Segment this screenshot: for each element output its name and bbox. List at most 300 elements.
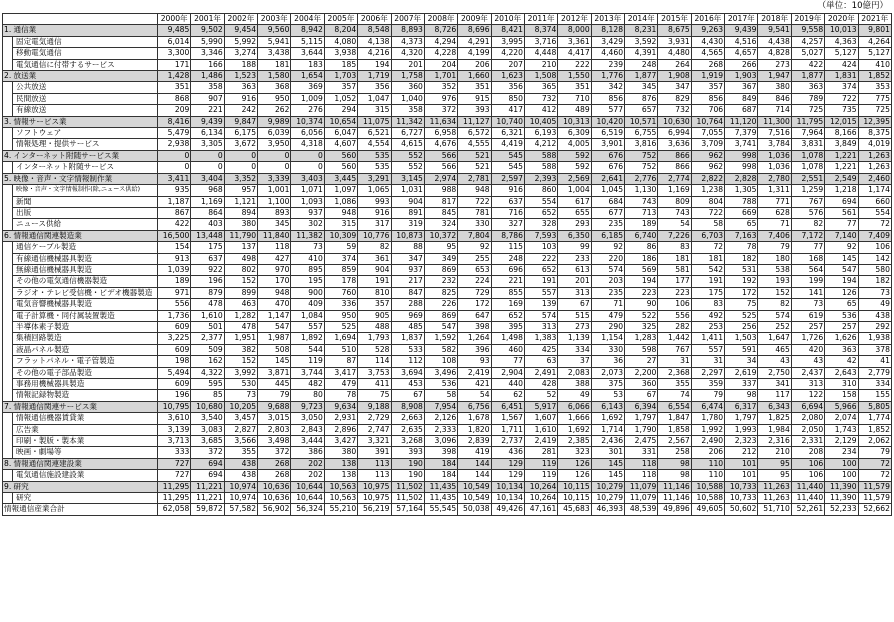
value-cell: 1,892 — [291, 333, 324, 344]
value-cell: 6,755 — [625, 128, 658, 139]
value-cell: 3,050 — [291, 413, 324, 424]
row-label: 情報通信機器賃貸業 — [13, 413, 158, 424]
value-cell: 9,439 — [725, 25, 758, 36]
value-cell: 363 — [224, 82, 257, 93]
value-cell: 72 — [858, 219, 891, 230]
value-cell: 1,036 — [758, 162, 791, 173]
value-cell: 27 — [625, 356, 658, 367]
value-cell: 5,494 — [158, 367, 191, 378]
value-cell: 330 — [458, 219, 491, 230]
row-label: 無線通信機械器具製造 — [13, 264, 158, 275]
value-cell: 386 — [291, 447, 324, 458]
value-cell: 6,554 — [658, 401, 691, 412]
value-cell: 617 — [558, 196, 591, 207]
row-index: 8. — [4, 458, 12, 468]
value-cell: 8,374 — [524, 25, 557, 36]
value-cell: 6,958 — [424, 128, 457, 139]
value-cell: 3,291 — [358, 173, 391, 184]
row-index — [3, 242, 13, 253]
value-cell: 8,786 — [491, 230, 524, 241]
value-cell: 368 — [258, 82, 291, 93]
value-cell: 2,803 — [258, 424, 291, 435]
row-index — [3, 219, 13, 230]
value-cell: 347 — [658, 82, 691, 93]
table-row — [3, 424, 892, 435]
value-cell: 398 — [424, 447, 457, 458]
value-cell: 6,343 — [758, 401, 791, 412]
value-cell: 574 — [758, 310, 791, 321]
value-cell: 1,078 — [791, 150, 824, 161]
value-cell: 92 — [825, 242, 858, 253]
value-cell: 56,324 — [291, 504, 324, 515]
value-cell: 56,902 — [258, 504, 291, 515]
value-cell: 1,654 — [291, 71, 324, 82]
value-cell: 2,460 — [858, 173, 891, 184]
value-cell: 10,588 — [691, 493, 724, 504]
row-label: 移動電気通信 — [13, 48, 158, 59]
value-cell: 4,391 — [625, 48, 658, 59]
value-cell: 829 — [658, 93, 691, 104]
value-cell: 11,079 — [625, 493, 658, 504]
value-cell: 9,188 — [358, 401, 391, 412]
value-cell: 916 — [224, 93, 257, 104]
value-cell: 8,696 — [458, 25, 491, 36]
value-cell: 2,635 — [391, 424, 424, 435]
value-cell: 9,541 — [758, 25, 791, 36]
value-cell: 3,444 — [291, 436, 324, 447]
value-cell: 330 — [591, 344, 624, 355]
row-label: 通信ケーブル製造 — [13, 242, 158, 253]
value-cell: 98 — [658, 458, 691, 469]
value-cell: 6,014 — [158, 36, 191, 47]
value-cell: 177 — [658, 276, 691, 287]
table-row — [3, 219, 892, 230]
value-cell: 1,383 — [524, 333, 557, 344]
value-cell: 6,694 — [791, 401, 824, 412]
table-row — [3, 162, 892, 173]
value-cell: 453 — [391, 379, 424, 390]
value-cell: 860 — [524, 185, 557, 196]
value-cell: 722 — [825, 93, 858, 104]
value-cell: 729 — [458, 287, 491, 298]
value-cell: 771 — [758, 196, 791, 207]
value-cell: 10,013 — [825, 25, 858, 36]
value-cell: 732 — [658, 105, 691, 116]
value-cell: 743 — [625, 196, 658, 207]
value-cell: 9,263 — [691, 25, 724, 36]
value-cell: 6,056 — [291, 128, 324, 139]
value-cell: 3,268 — [391, 436, 424, 447]
value-cell: 2,491 — [524, 367, 557, 378]
value-cell: 175 — [191, 242, 224, 253]
value-cell: 525 — [725, 310, 758, 321]
value-cell: 206 — [691, 447, 724, 458]
value-cell: 438 — [224, 458, 257, 469]
value-cell: 3,498 — [258, 436, 291, 447]
value-cell: 1,610 — [524, 424, 557, 435]
value-cell: 781 — [458, 207, 491, 218]
value-cell: 212 — [725, 447, 758, 458]
value-cell: 273 — [758, 59, 791, 70]
value-cell: 950 — [258, 93, 291, 104]
value-cell: 49,426 — [491, 504, 524, 515]
row-index — [3, 447, 13, 458]
value-cell: 855 — [491, 287, 524, 298]
value-cell: 112 — [391, 356, 424, 367]
value-cell: 16,500 — [158, 230, 191, 241]
value-cell: 2,780 — [758, 173, 791, 184]
value-cell: 11,382 — [291, 230, 324, 241]
value-cell: 8,000 — [558, 25, 591, 36]
value-cell: 345 — [258, 219, 291, 230]
row-index — [3, 413, 13, 424]
value-cell: 1,086 — [324, 196, 357, 207]
value-cell: 676 — [591, 162, 624, 173]
value-cell: 49 — [558, 390, 591, 401]
value-cell: 382 — [224, 344, 257, 355]
value-cell: 3,849 — [825, 139, 858, 150]
value-cell: 10,372 — [424, 230, 457, 241]
value-cell: 113 — [358, 470, 391, 481]
value-cell: 203 — [591, 276, 624, 287]
value-cell: 248 — [625, 59, 658, 70]
value-cell: 1,852 — [858, 424, 891, 435]
value-cell: 3,784 — [758, 139, 791, 150]
value-cell: 1,263 — [858, 162, 891, 173]
row-index — [3, 299, 13, 310]
value-cell: 313 — [791, 379, 824, 390]
value-cell: 9,801 — [858, 25, 891, 36]
value-cell: 1,174 — [858, 185, 891, 196]
value-cell: 866 — [658, 162, 691, 173]
value-cell: 62,058 — [158, 504, 191, 515]
value-cell: 525 — [324, 321, 357, 332]
value-cell: 557 — [524, 287, 557, 298]
value-cell: 180 — [758, 253, 791, 264]
value-cell: 613 — [558, 264, 591, 275]
value-cell: 1,259 — [791, 185, 824, 196]
value-cell: 374 — [825, 82, 858, 93]
value-cell: 1,692 — [591, 413, 624, 424]
value-cell: 52,662 — [858, 504, 891, 515]
value-cell: 856 — [691, 93, 724, 104]
value-cell: 355 — [658, 379, 691, 390]
value-cell: 11,502 — [391, 481, 424, 492]
value-cell: 4,554 — [358, 139, 391, 150]
value-cell: 11,579 — [858, 481, 891, 492]
value-cell: 775 — [858, 93, 891, 104]
table-row — [3, 139, 892, 150]
value-cell: 3,744 — [291, 367, 324, 378]
value-cell: 207 — [491, 59, 524, 70]
value-cell: 1,726 — [791, 333, 824, 344]
value-cell: 1,238 — [691, 185, 724, 196]
value-cell: 281 — [524, 447, 557, 458]
value-cell: 2,436 — [591, 436, 624, 447]
value-cell: 660 — [858, 196, 891, 207]
value-cell: 351 — [458, 82, 491, 93]
value-cell: 194 — [625, 276, 658, 287]
value-cell: 6,185 — [591, 230, 624, 241]
value-cell: 3,411 — [158, 173, 191, 184]
value-cell: 77 — [791, 242, 824, 253]
value-cell: 193 — [758, 276, 791, 287]
value-cell: 3,352 — [224, 173, 257, 184]
value-cell: 126 — [558, 470, 591, 481]
value-cell: 684 — [591, 196, 624, 207]
value-cell: 1,692 — [558, 424, 591, 435]
value-cell: 922 — [191, 264, 224, 275]
value-cell: 971 — [158, 287, 191, 298]
value-cell: 43 — [758, 356, 791, 367]
value-cell: 6,572 — [458, 128, 491, 139]
table-row — [3, 48, 892, 59]
value-cell: 317 — [358, 219, 391, 230]
value-cell: 75 — [725, 299, 758, 310]
value-cell: 716 — [491, 207, 524, 218]
table-row — [3, 413, 892, 424]
value-cell: 5,127 — [858, 48, 891, 59]
value-cell: 10,974 — [224, 481, 257, 492]
value-cell: 735 — [825, 105, 858, 116]
value-cell: 369 — [291, 82, 324, 93]
total-row — [3, 504, 892, 515]
year-header: 2018年 — [758, 14, 791, 25]
value-cell: 7,406 — [758, 230, 791, 241]
row-index — [3, 276, 13, 287]
value-cell: 10,115 — [558, 481, 591, 492]
value-cell: 122 — [791, 390, 824, 401]
value-cell: 31 — [658, 356, 691, 367]
value-cell: 378 — [858, 344, 891, 355]
value-cell: 2,393 — [524, 173, 557, 184]
value-cell: 2,368 — [658, 367, 691, 378]
row-label: 情報通信関連建設業 — [13, 458, 158, 469]
table-body — [3, 25, 892, 515]
value-cell: 1,592 — [424, 333, 457, 344]
value-cell: 119 — [524, 458, 557, 469]
value-cell: 3,139 — [158, 424, 191, 435]
value-cell: 62 — [491, 390, 524, 401]
value-cell: 3,445 — [324, 173, 357, 184]
row-label: 映画・劇場等 — [13, 447, 158, 458]
row-index — [3, 424, 13, 435]
value-cell: 845 — [424, 207, 457, 218]
value-cell: 530 — [224, 379, 257, 390]
value-cell: 5,127 — [825, 48, 858, 59]
value-cell: 957 — [224, 185, 257, 196]
value-cell: 360 — [391, 82, 424, 93]
category-row — [3, 481, 892, 492]
value-cell: 1,100 — [258, 196, 291, 207]
row-label: 事務用機械器具製造 — [13, 379, 158, 390]
value-cell: 2,827 — [224, 424, 257, 435]
header-corner-cell — [3, 14, 158, 25]
value-cell: 3,403 — [291, 173, 324, 184]
value-cell: 202 — [291, 470, 324, 481]
value-cell: 92 — [458, 242, 491, 253]
value-cell: 422 — [158, 219, 191, 230]
value-cell: 935 — [158, 185, 191, 196]
value-cell: 8,128 — [591, 25, 624, 36]
value-cell: 12,015 — [825, 116, 858, 127]
row-label: 研究 — [13, 481, 158, 492]
value-cell: 545 — [491, 162, 524, 173]
year-header: 2003年 — [258, 14, 291, 25]
value-cell: 2,419 — [524, 436, 557, 447]
value-cell: 182 — [858, 276, 891, 287]
value-cell: 184 — [424, 470, 457, 481]
value-cell: 5,966 — [825, 401, 858, 412]
value-cell: 411 — [358, 379, 391, 390]
value-cell: 154 — [158, 242, 191, 253]
value-cell: 588 — [524, 150, 557, 161]
value-cell: 1,045 — [591, 185, 624, 196]
value-cell: 4,363 — [825, 36, 858, 47]
row-index — [3, 105, 13, 116]
value-cell: 391 — [358, 447, 391, 458]
row-index: 9. — [4, 481, 12, 491]
value-cell: 1,711 — [491, 424, 524, 435]
row-label: 液晶パネル製造 — [13, 344, 158, 355]
value-cell: 948 — [458, 185, 491, 196]
value-cell: 186 — [625, 253, 658, 264]
value-cell: 67 — [625, 390, 658, 401]
value-cell: 9,454 — [224, 25, 257, 36]
value-cell: 52,261 — [791, 504, 824, 515]
value-cell: 1,714 — [591, 424, 624, 435]
value-cell: 3,716 — [524, 36, 557, 47]
value-cell: 54 — [458, 390, 491, 401]
value-cell: 1,820 — [458, 424, 491, 435]
value-cell: 138 — [324, 470, 357, 481]
value-cell: 2,776 — [625, 173, 658, 184]
value-cell: 2,377 — [191, 333, 224, 344]
value-cell: 1,147 — [258, 310, 291, 321]
value-cell: 4,430 — [691, 36, 724, 47]
value-cell: 905 — [358, 310, 391, 321]
value-cell: 41 — [858, 356, 891, 367]
row-label: フラットパネル・電子管製造 — [13, 356, 158, 367]
value-cell: 588 — [524, 162, 557, 173]
value-cell: 1,052 — [324, 93, 357, 104]
value-cell: 1,121 — [224, 196, 257, 207]
value-cell: 355 — [224, 447, 257, 458]
value-cell: 2,737 — [491, 436, 524, 447]
row-label: 集積回路製造 — [13, 333, 158, 344]
table-row — [3, 276, 892, 287]
value-cell: 7,172 — [791, 230, 824, 241]
value-cell: 43 — [791, 356, 824, 367]
value-cell: 9,989 — [258, 116, 291, 127]
value-cell: 72 — [858, 470, 891, 481]
row-index — [3, 367, 13, 378]
table-row — [3, 36, 892, 47]
row-index — [3, 321, 13, 332]
value-cell: 913 — [158, 253, 191, 264]
value-cell: 0 — [158, 162, 191, 173]
value-cell: 1,743 — [825, 424, 858, 435]
value-cell: 357 — [691, 82, 724, 93]
value-cell: 3,871 — [258, 367, 291, 378]
table-row — [3, 333, 892, 344]
value-cell: 1,221 — [825, 150, 858, 161]
value-cell: 869 — [424, 264, 457, 275]
value-cell: 360 — [625, 379, 658, 390]
value-cell: 2,750 — [758, 367, 791, 378]
row-label: 情報通信産業合計 — [3, 504, 158, 515]
value-cell: 498 — [224, 253, 257, 264]
value-cell: 609 — [158, 321, 191, 332]
year-header: 2010年 — [491, 14, 524, 25]
value-cell: 804 — [691, 196, 724, 207]
value-cell: 11,146 — [658, 493, 691, 504]
value-cell: 328 — [524, 219, 557, 230]
value-cell: 9,558 — [791, 25, 824, 36]
row-label: ソフトウェア — [13, 128, 158, 139]
year-header: 2019年 — [791, 14, 824, 25]
value-cell: 181 — [691, 253, 724, 264]
value-cell: 144 — [458, 470, 491, 481]
value-cell: 78 — [324, 390, 357, 401]
value-cell: 856 — [591, 93, 624, 104]
value-cell: 4,657 — [725, 48, 758, 59]
value-cell: 2,839 — [458, 436, 491, 447]
value-cell: 760 — [324, 287, 357, 298]
value-cell: 6,474 — [691, 401, 724, 412]
value-cell: 162 — [191, 356, 224, 367]
year-header: 2004年 — [291, 14, 324, 25]
value-cell: 706 — [691, 105, 724, 116]
value-cell: 3,644 — [291, 48, 324, 59]
row-index: 1. — [4, 25, 12, 35]
value-cell: 10,654 — [324, 116, 357, 127]
value-cell: 521 — [458, 150, 491, 161]
value-cell: 10,636 — [258, 493, 291, 504]
value-cell: 1,947 — [758, 71, 791, 82]
value-cell: 42 — [825, 356, 858, 367]
value-cell: 1,065 — [358, 185, 391, 196]
value-cell: 106 — [791, 470, 824, 481]
value-cell: 11,120 — [725, 116, 758, 127]
value-cell: 4,516 — [725, 36, 758, 47]
value-cell: 1,793 — [358, 333, 391, 344]
value-cell: 50,038 — [458, 504, 491, 515]
value-cell: 1,951 — [224, 333, 257, 344]
value-cell: 142 — [858, 253, 891, 264]
value-cell: 1,903 — [725, 71, 758, 82]
value-cell: 11,579 — [858, 493, 891, 504]
value-cell: 479 — [324, 379, 357, 390]
row-label: 情報処理・提供サービス — [13, 139, 158, 150]
value-cell: 57,582 — [224, 504, 257, 515]
value-cell: 428 — [524, 379, 557, 390]
value-cell: 3,694 — [391, 367, 424, 378]
value-cell: 88 — [391, 242, 424, 253]
row-index: 6. — [4, 230, 12, 240]
value-cell: 3,713 — [158, 436, 191, 447]
row-label: 情報通信関連サービス業 — [13, 401, 158, 412]
value-cell: 4,419 — [491, 139, 524, 150]
value-cell: 4,373 — [391, 36, 424, 47]
value-cell: 268 — [258, 470, 291, 481]
value-cell: 73 — [791, 299, 824, 310]
value-cell: 907 — [191, 93, 224, 104]
value-cell: 725 — [791, 105, 824, 116]
value-cell: 1,660 — [458, 71, 491, 82]
value-cell: 1,130 — [625, 185, 658, 196]
value-cell: 46,393 — [591, 504, 624, 515]
